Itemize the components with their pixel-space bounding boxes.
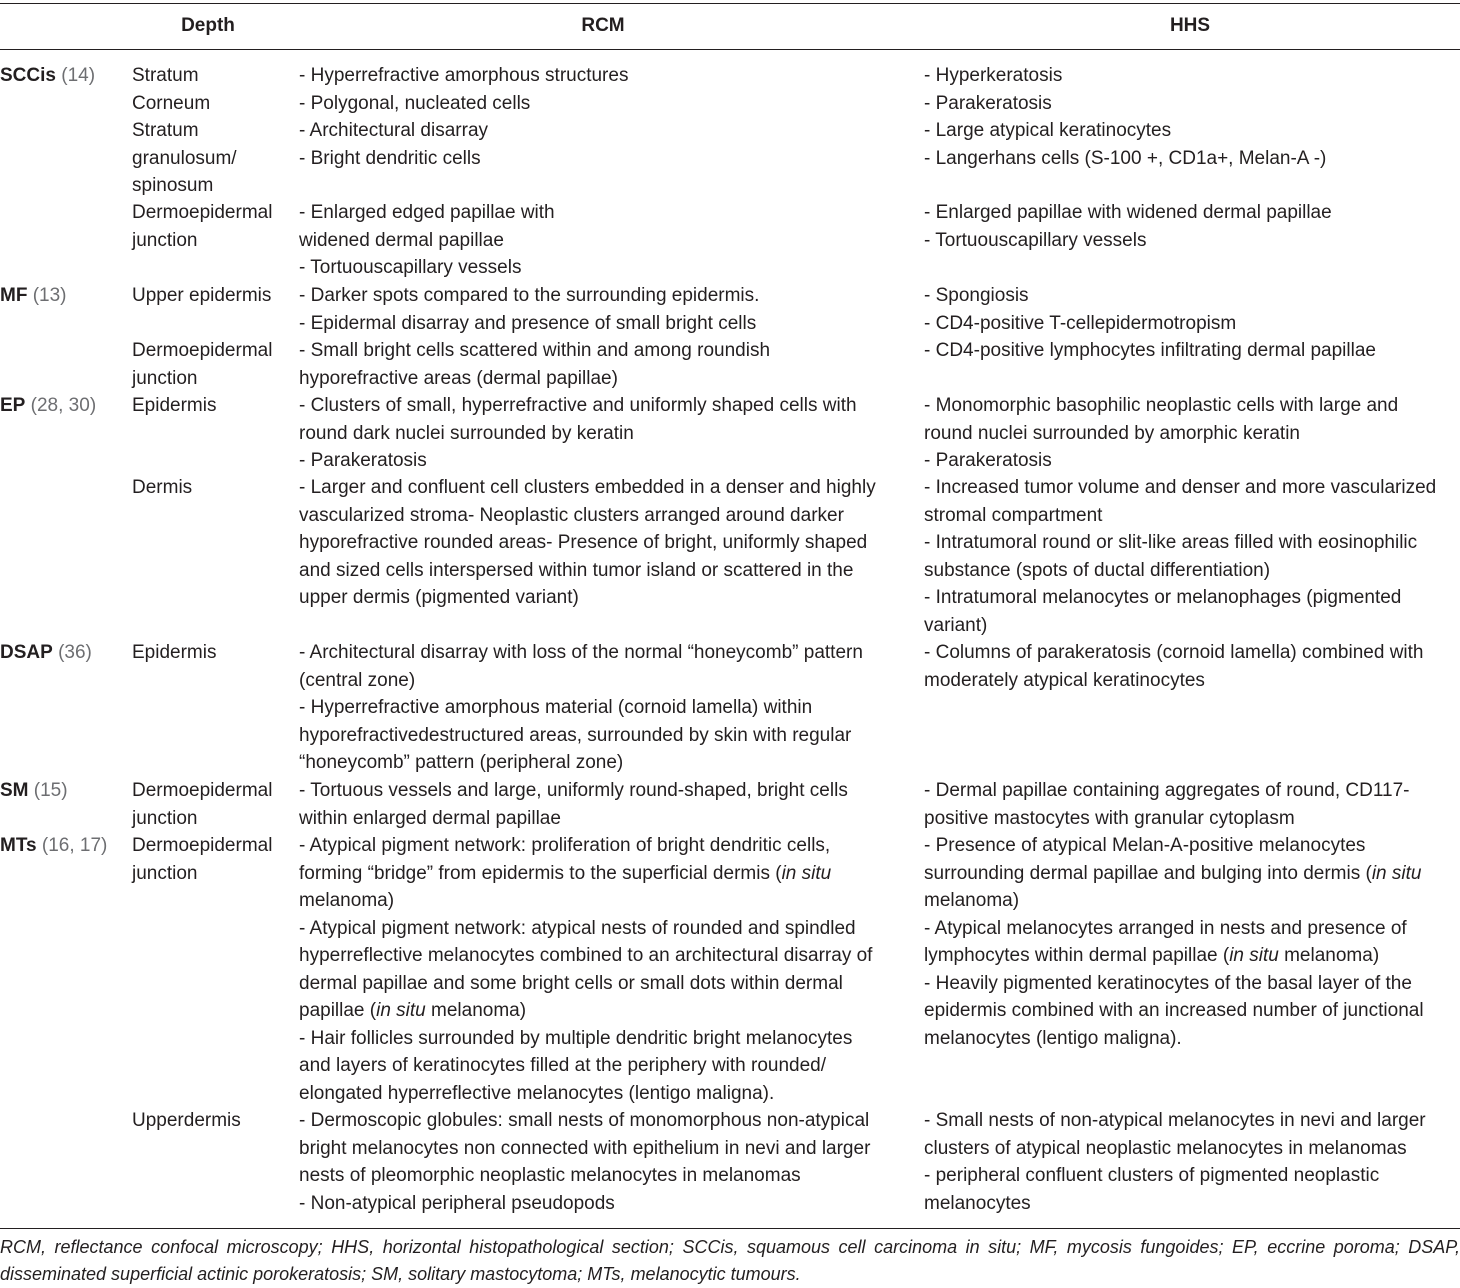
rcm-cell: - Clusters of small, hyperrefractive and uniformly shaped cells with round dark nuclei surrounded by keratin - Parakeratosis	[299, 395, 857, 471]
reference-link[interactable]: 30	[68, 395, 90, 416]
depth-cell: Upper epidermis	[132, 285, 272, 306]
reference-link[interactable]: 16	[48, 835, 70, 856]
disease-name: EP	[0, 395, 26, 416]
hhs-cell: - Presence of atypical Melan-A-positive melanocytes surrounding dermal papillae and bulging into dermis (in situ melanoma) - Atypical melanocytes arranged in nests and presence of lymphocytes within dermal papillae (in situ melanoma) - Heavily pigmented keratinocytes of the basal layer of the epidermis combined with an increased number of junctional melanocytes (lentigo maligna).	[924, 835, 1424, 1049]
reference-link[interactable]: (15)	[33, 780, 68, 801]
reference-link[interactable]: 28	[36, 395, 59, 416]
header-rcm: RCM	[581, 15, 625, 36]
header-hhs: HHS	[1169, 15, 1211, 36]
depth-cell: Stratum Corneum Stratum granulosum/ spinosum	[132, 65, 237, 196]
header-rule	[0, 49, 1460, 50]
rcm-cell: - Small bright cells scattered within and among roundish hyporefractive areas (dermal papillae)	[299, 340, 771, 389]
hhs-cell: - Spongiosis - CD4-positive T-cellepidermotropism	[924, 285, 1237, 334]
disease-ep: EP (28, 30)	[0, 395, 97, 416]
reference-link[interactable]: (13)	[32, 285, 67, 306]
hhs-cell: - Dermal papillae containing aggregates of round, CD117- positive mastocytes with granular cytoplasm	[924, 780, 1410, 829]
depth-cell: Dermoepidermal junction	[132, 780, 273, 829]
depth-cell: Dermoepidermal junction	[132, 835, 273, 884]
depth-cell: Upperdermis	[132, 1110, 241, 1131]
reference-link[interactable]: (14)	[61, 65, 96, 86]
rcm-cell: - Atypical pigment network: proliferation of bright dendritic cells, forming “bridge” from epidermis to the superficial dermis (in situ melanoma) - Atypical pigment network: atypical nests of rounded and spindled hyperreflective melanocytes combined to an architectural disarray of dermal papillae and some bright cells or small dots within dermal papillae (in situ melanoma) - Hair follicles surrounded by multiple dendritic bright melanocytes and layers of keratinocytes filled at the periphery with rounded/ elongated hyperreflective melanocytes (lentigo maligna).	[299, 835, 873, 1104]
hhs-cell: - CD4-positive lymphocytes infiltrating dermal papillae	[924, 340, 1376, 361]
table-bottom-rule	[0, 1228, 1460, 1229]
table-footnote: RCM, reflectance confocal microscopy; HHS, horizontal histopathological section; SCCis, squamous cell carcinoma in situ; MF, mycosis fungoides; EP, eccrine poroma; DSAP, disseminated superficial actinic porokeratosis; SM, solitary mastocytoma; MTs, melanocytic tumours.	[0, 1237, 1460, 1284]
hhs-cell: - Monomorphic basophilic neoplastic cells with large and round nuclei surrounded by amorphic keratin - Parakeratosis	[924, 395, 1399, 471]
rcm-cell: - Tortuous vessels and large, uniformly round-shaped, bright cells within enlarged dermal papillae	[299, 780, 848, 829]
rcm-cell: - Enlarged edged papillae with widened dermal papillae - Tortuouscapillary vessels	[299, 202, 555, 278]
rcm-cell: - Hyperrefractive amorphous structures - Polygonal, nucleated cells - Architectural disarray - Bright dendritic cells	[299, 65, 629, 169]
hhs-cell: - Hyperkeratosis - Parakeratosis - Large atypical keratinocytes - Langerhans cells (S-100 +, CD1a+, Melan-A -)	[924, 65, 1327, 169]
depth-cell: Epidermis	[132, 642, 217, 663]
reference-link[interactable]: 17	[79, 835, 102, 856]
depth-cell: Dermoepidermal junction	[132, 202, 273, 251]
hhs-cell: - Small nests of non-atypical melanocytes in nevi and larger clusters of atypical neoplastic melanocytes in melanomas - peripheral confluent clusters of pigmented neoplastic melanocytes	[924, 1110, 1426, 1214]
depth-cell: Epidermis	[132, 395, 217, 416]
depth-cell: Dermoepidermal junction	[132, 340, 273, 389]
hhs-cell: - Enlarged papillae with widened dermal papillae - Tortuouscapillary vessels	[924, 202, 1332, 251]
table-top-rule	[0, 3, 1460, 4]
rcm-cell: - Larger and confluent cell clusters embedded in a denser and highly vascularized stroma- Neoplastic clusters arranged around darker hyporefractive rounded areas- Presence of bright, uniformly shaped and sized cells interspersed within tumor island or scattered in the upper dermis (pigmented variant)	[299, 477, 876, 608]
rcm-cell: - Architectural disarray with loss of the normal “honeycomb” pattern (central zone) - Hyperrefractive amorphous material (cornoid lamella) within hyporefractivedestructured areas, surrounded by skin with regular “honeycomb” pattern (peripheral zone)	[299, 642, 863, 773]
disease-name: SCCis	[0, 65, 56, 86]
hhs-cell: - Columns of parakeratosis (cornoid lamella) combined with moderately atypical keratinocytes	[924, 642, 1424, 691]
rcm-cell: - Darker spots compared to the surrounding epidermis. - Epidermal disarray and presence of small bright cells	[299, 285, 760, 334]
disease-sccis	[0, 62, 128, 90]
disease-name: MTs	[0, 835, 37, 856]
reference-link[interactable]: (36)	[58, 642, 92, 663]
disease-mf	[0, 282, 128, 310]
rcm-cell: - Dermoscopic globules: small nests of monomorphous non-atypical bright melanocytes non connected with epithelium in nevi and larger nests of pleomorphic neoplastic melanocytes in melanomas - Non-atypical peripheral pseudopods	[299, 1110, 871, 1214]
hhs-cell: - Increased tumor volume and denser and more vascularized stromal compartment - Intratumoral round or slit-like areas filled with eosinophilic substance (spots of ductal differentiation) - Intratumoral melanocytes or melanophages (pigmented variant)	[924, 477, 1437, 636]
depth-cell: Dermis	[132, 477, 193, 498]
header-depth: Depth	[181, 15, 235, 36]
disease-dsap	[0, 639, 128, 667]
disease-name: MF	[0, 285, 28, 306]
disease-name: DSAP	[0, 642, 53, 663]
disease-name: SM	[0, 780, 29, 801]
disease-sm	[0, 777, 128, 805]
disease-mts: MTs (16, 17)	[0, 835, 108, 856]
